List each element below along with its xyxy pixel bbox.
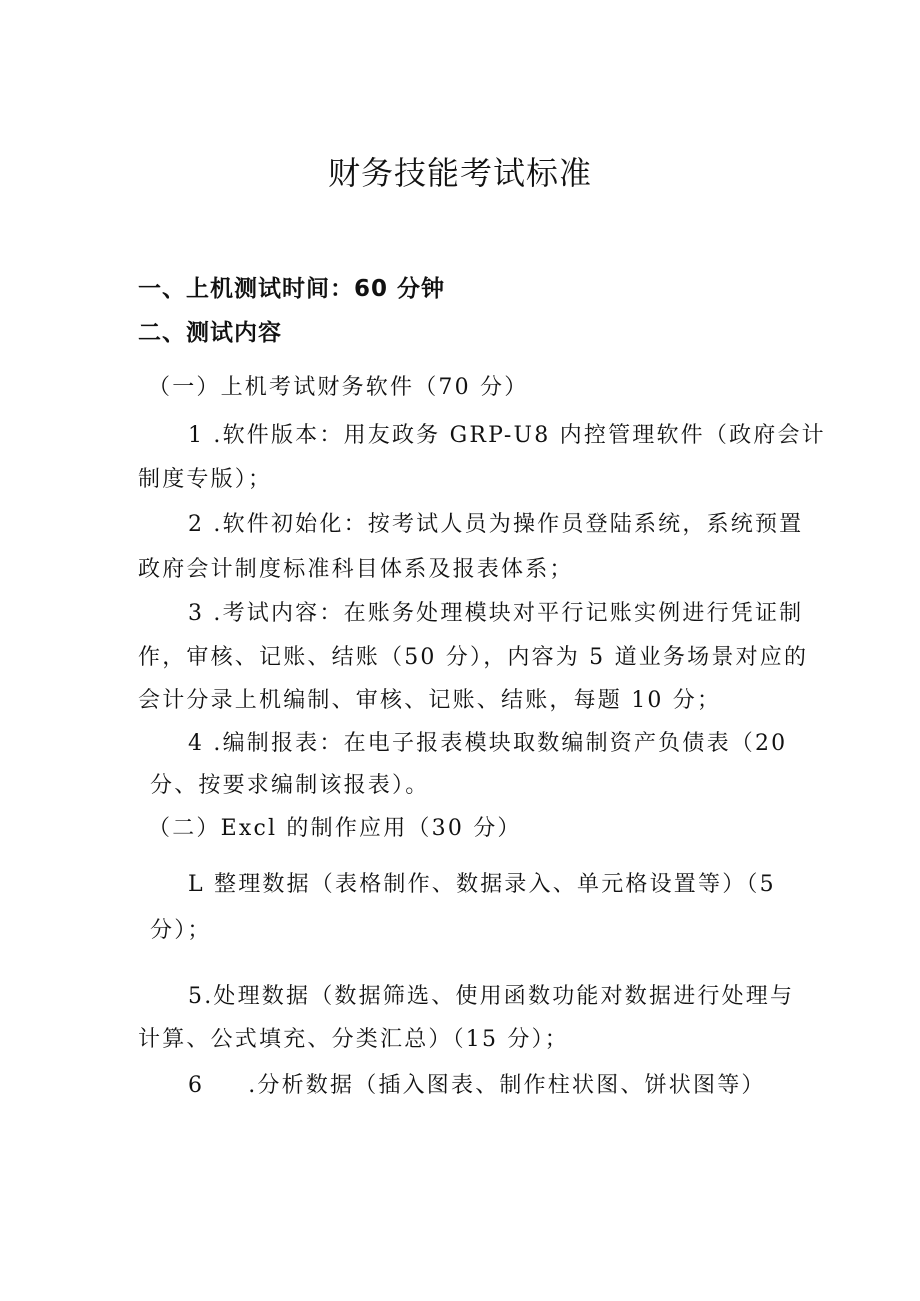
section-heading-test-content: 二、测试内容 xyxy=(138,320,282,346)
item-3-line-1: 3 .考试内容：在账务处理模块对平行记账实例进行凭证制 xyxy=(188,601,804,626)
section-heading-test-time: 一、上机测试时间：60 分钟 xyxy=(138,276,446,302)
item-1-line-2: 制度专版）； xyxy=(138,467,273,492)
page-title: 财务技能考试标准 xyxy=(327,154,592,192)
item-2-line-2: 政府会计制度标准科目体系及报表体系； xyxy=(138,557,574,582)
item-5-line-2: 计算、公式填充、分类汇总）（15 分）； xyxy=(138,1027,569,1052)
item-l-line-1: L 整理数据（表格制作、数据录入、单元格设置等）（5 xyxy=(188,872,776,897)
item-5-line-1: 5.处理数据（数据筛选、使用函数功能对数据进行处理与 xyxy=(188,984,795,1009)
item-6-text: .分析数据（插入图表、制作柱状图、饼状图等） xyxy=(248,1073,766,1098)
item-1-line-1: 1 .软件版本：用友政务 GRP-U8 内控管理软件（政府会计 xyxy=(188,423,826,448)
subsection-heading-excel: （二）Excl 的制作应用（30 分） xyxy=(148,816,522,841)
subsection-heading-software: （一）上机考试财务软件（70 分） xyxy=(148,375,529,400)
item-2-line-1: 2 .软件初始化：按考试人员为操作员登陆系统，系统预置 xyxy=(188,512,804,537)
item-6-line xyxy=(188,1075,766,1097)
item-4-line-1: 4 .编制报表：在电子报表模块取数编制资产负债表（20 xyxy=(188,731,788,756)
item-6-number: 6 xyxy=(188,1073,205,1098)
item-4-line-2: 分、按要求编制该报表）。 xyxy=(150,773,430,798)
item-3-line-2: 作，审核、记账、结账（50 分），内容为 5 道业务场景对应的 xyxy=(138,645,809,670)
item-3-line-3: 会计分录上机编制、审核、记账、结账，每题 10 分； xyxy=(138,688,722,713)
item-l-line-2: 分）； xyxy=(150,918,212,943)
